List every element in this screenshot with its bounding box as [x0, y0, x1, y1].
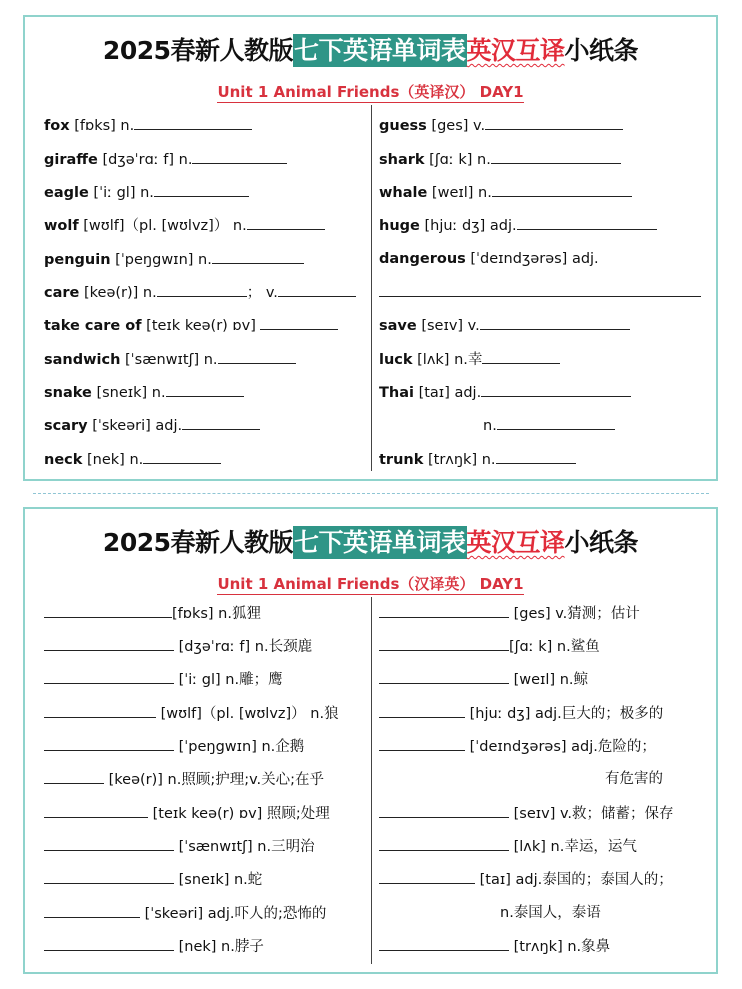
vocab-row: Thai [taɪ] adj.	[379, 382, 631, 403]
answer-blank[interactable]	[166, 382, 244, 397]
vocab-row: fox [fɒks] n.	[44, 115, 252, 136]
title-suffix: 小纸条	[564, 36, 639, 65]
vocab-row: snake [sneɪk] n.	[44, 382, 244, 403]
vocab-row: save [seɪv] v.	[379, 315, 630, 336]
title-prefix: 2025春新人教版	[102, 36, 294, 65]
answer-blank[interactable]	[481, 382, 631, 397]
vocab-row: penguin [ˈpeŋgwɪn] n.	[44, 249, 304, 270]
answer-blank[interactable]	[379, 836, 509, 851]
answer-blank[interactable]	[143, 449, 221, 464]
vocab-row: [ˈsænwɪtʃ] n.三明治	[44, 836, 315, 857]
vocab-row: whale [weɪl] n.	[379, 182, 632, 203]
vocab-row: giraffe [dʒəˈrɑː f] n.	[44, 149, 287, 170]
answer-blank[interactable]	[154, 182, 249, 197]
answer-blank[interactable]	[517, 215, 657, 230]
answer-blank[interactable]	[218, 349, 296, 364]
answer-blank[interactable]	[44, 903, 140, 918]
worksheet-title	[25, 31, 716, 67]
answer-blank[interactable]	[379, 803, 509, 818]
answer-blank[interactable]	[44, 936, 174, 951]
vocab-row: [sneɪk] n.蛇	[44, 869, 262, 890]
vocab-row-continuation: 有危害的	[605, 771, 663, 787]
vocab-row: care [keə(r)] n. ； v.	[44, 282, 356, 303]
title-red: 英汉互译	[466, 36, 565, 65]
vocab-row: [ˈskeəri] adj.吓人的;恐怖的	[44, 903, 326, 924]
worksheet-en-to-cn	[23, 15, 718, 481]
answer-blank[interactable]	[379, 736, 465, 751]
vocab-row: take care of [teɪk keə(r) ɒv]	[44, 315, 338, 336]
worksheet-title	[25, 523, 716, 559]
vocab-row: neck [nek] n.	[44, 449, 221, 470]
vocab-row-continuation	[379, 282, 701, 303]
vocab-row: [trʌŋk] n.象鼻	[379, 936, 610, 957]
vocab-row: [ˈpeŋgwɪn] n.企鹅	[44, 736, 304, 757]
vocab-row: guess [ges] v.	[379, 115, 623, 136]
vocab-row: eagle [ˈiː gl] n.	[44, 182, 249, 203]
answer-blank[interactable]	[182, 415, 260, 430]
vocab-row: wolf [wʊlf]（pl. [wʊlvz]） n.	[44, 215, 325, 236]
vocab-row: trunk [trʌŋk] n.	[379, 449, 576, 470]
answer-blank[interactable]	[379, 282, 701, 297]
answer-blank[interactable]	[379, 936, 509, 951]
answer-blank[interactable]	[44, 803, 148, 818]
title-prefix: 2025春新人教版	[102, 528, 294, 557]
vocab-row: [nek] n.脖子	[44, 936, 264, 957]
vocab-row: [seɪv] v.救；储蓄；保存	[379, 803, 674, 824]
answer-blank[interactable]	[480, 315, 630, 330]
answer-blank[interactable]	[247, 215, 325, 230]
vocab-row: [lʌk] n.幸运，运气	[379, 836, 637, 857]
vocab-row: scary [ˈskeəri] adj.	[44, 415, 260, 436]
worksheet-subtitle: Unit 1 Animal Friends（英译汉） DAY1	[217, 83, 524, 101]
vocab-row: [teɪk keə(r) ɒv] 照顾;处理	[44, 803, 330, 824]
answer-blank[interactable]	[491, 149, 621, 164]
answer-blank[interactable]	[192, 149, 287, 164]
vocab-row: [ges] v.猜测；估计	[379, 603, 640, 624]
answer-blank[interactable]	[44, 636, 174, 651]
answer-blank[interactable]	[44, 736, 174, 751]
answer-blank[interactable]	[44, 669, 174, 684]
answer-blank[interactable]	[379, 869, 475, 884]
title-suffix: 小纸条	[564, 528, 639, 557]
answer-blank[interactable]	[379, 603, 509, 618]
answer-blank[interactable]	[497, 415, 615, 430]
answer-blank[interactable]	[379, 636, 509, 651]
cut-line	[33, 493, 709, 494]
vocab-row: [ʃɑː k] n.鲨鱼	[379, 636, 600, 657]
answer-blank[interactable]	[44, 703, 156, 718]
title-highlight: 七下英语单词表	[294, 36, 466, 65]
vocab-row: huge [hjuː dʒ] adj.	[379, 215, 657, 236]
column-divider	[371, 597, 372, 964]
vocab-row: sandwich [ˈsænwɪtʃ] n.	[44, 349, 296, 370]
vocab-row: dangerous [ˈdeɪndʒərəs] adj.	[379, 251, 599, 267]
worksheet-cn-to-en	[23, 507, 718, 974]
vocab-row: [wʊlf]（pl. [wʊlvz]） n.狼	[44, 703, 339, 724]
vocab-row: [ˈiː gl] n.雕；鹰	[44, 669, 283, 690]
vocab-row: shark [ʃɑː k] n.	[379, 149, 621, 170]
answer-blank[interactable]	[492, 182, 632, 197]
vocab-row: luck [lʌk] n.幸	[379, 349, 560, 370]
answer-blank[interactable]	[260, 315, 338, 330]
vocab-row-continuation: n.泰国人，泰语	[500, 905, 601, 921]
answer-blank[interactable]	[278, 282, 356, 297]
vocab-row: [weɪl] n.鲸	[379, 669, 588, 690]
worksheet-subtitle: Unit 1 Animal Friends（汉译英） DAY1	[217, 575, 524, 593]
column-divider	[371, 105, 372, 471]
answer-blank[interactable]	[482, 349, 560, 364]
answer-blank[interactable]	[44, 603, 172, 618]
answer-blank[interactable]	[44, 869, 174, 884]
answer-blank[interactable]	[44, 769, 104, 784]
answer-blank[interactable]	[44, 836, 174, 851]
vocab-row: [hjuː dʒ] adj.巨大的；极多的	[379, 703, 663, 724]
answer-blank[interactable]	[496, 449, 576, 464]
vocab-row: [taɪ] adj.泰国的；泰国人的；	[379, 869, 673, 890]
vocab-row: [fɒks] n.狐狸	[44, 603, 261, 624]
vocab-row: [ˈdeɪndʒərəs] adj.危险的；	[379, 736, 656, 757]
answer-blank[interactable]	[485, 115, 623, 130]
answer-blank[interactable]	[134, 115, 252, 130]
vocab-row: [dʒəˈrɑː f] n.长颈鹿	[44, 636, 312, 657]
vocab-row: [keə(r)] n.照顾;护理;v.关心;在乎	[44, 769, 324, 790]
title-red: 英汉互译	[466, 528, 565, 557]
answer-blank[interactable]	[379, 669, 509, 684]
answer-blank[interactable]	[379, 703, 465, 718]
vocab-row-continuation: n.	[483, 415, 615, 436]
answer-blank[interactable]	[212, 249, 304, 264]
answer-blank[interactable]	[157, 282, 247, 297]
title-highlight: 七下英语单词表	[294, 528, 466, 557]
